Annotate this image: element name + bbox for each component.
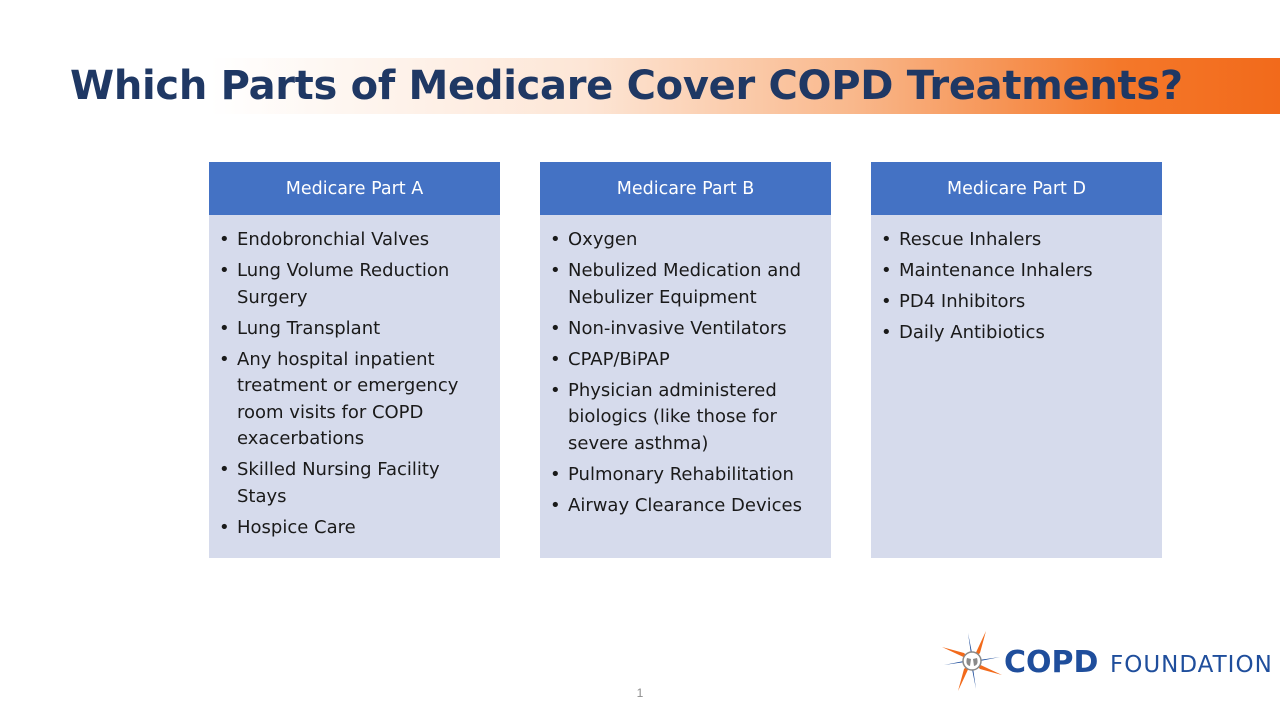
list-item: • CPAP/BiPAP	[550, 347, 823, 374]
list-item: • Rescue Inhalers	[881, 227, 1154, 254]
list-item: • Skilled Nursing Facility Stays	[219, 457, 492, 510]
coverage-list	[540, 215, 831, 519]
list-item: • Lung Volume Reduction Surgery	[219, 258, 492, 311]
slide-title: Which Parts of Medicare Cover COPD Treatments?	[70, 63, 1183, 109]
list-item: • Lung Transplant	[219, 316, 492, 343]
pinwheel-lungs-icon	[942, 631, 1002, 691]
list-item: • Airway Clearance Devices	[550, 493, 823, 520]
page-number: 1	[636, 686, 644, 700]
list-item: • PD4 Inhibitors	[881, 289, 1154, 316]
list-item: • Daily Antibiotics	[881, 320, 1154, 347]
list-item: • Maintenance Inhalers	[881, 258, 1154, 285]
coverage-list	[209, 215, 500, 541]
list-item: • Any hospital inpatient treatment or emergency room visits for COPD exacerbations	[219, 347, 492, 453]
copd-foundation-logo	[940, 630, 1273, 692]
medicare-part-d-column	[871, 162, 1162, 558]
list-item: • Endobronchial Valves	[219, 227, 492, 254]
logo-text-bold: COPD	[1004, 645, 1099, 680]
list-item: • Non-invasive Ventilators	[550, 316, 823, 343]
column-header: Medicare Part D	[871, 162, 1162, 215]
medicare-part-a-column	[209, 162, 500, 558]
medicare-part-b-column	[540, 162, 831, 558]
logo-text-light: FOUNDATION	[1110, 652, 1273, 678]
list-item: • Physician administered biologics (like those for severe asthma)	[550, 378, 823, 458]
list-item: • Oxygen	[550, 227, 823, 254]
list-item: • Hospice Care	[219, 515, 492, 542]
list-item: • Nebulized Medication and Nebulizer Equipment	[550, 258, 823, 311]
column-header: Medicare Part A	[209, 162, 500, 215]
coverage-list	[871, 215, 1162, 347]
column-header: Medicare Part B	[540, 162, 831, 215]
list-item: • Pulmonary Rehabilitation	[550, 462, 823, 489]
